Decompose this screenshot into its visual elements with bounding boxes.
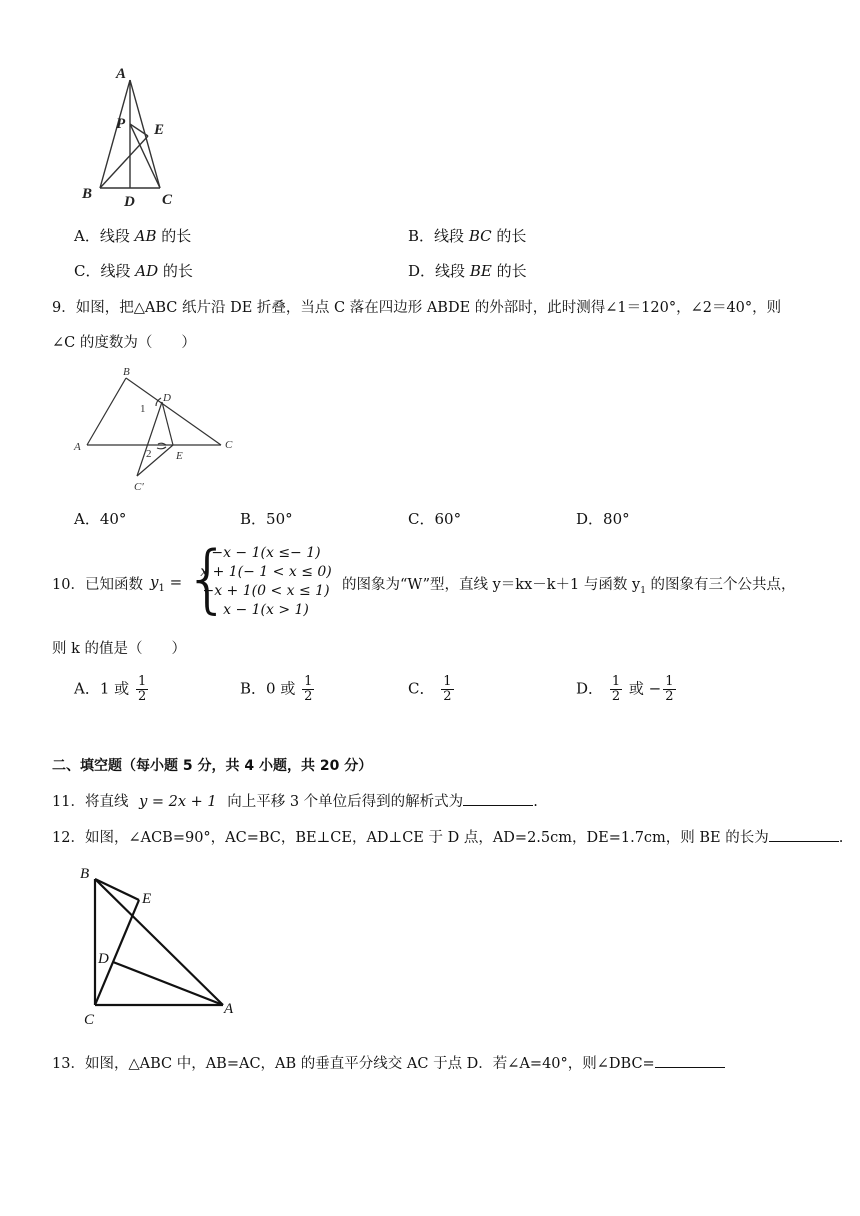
- q9-label-C: C: [225, 439, 233, 451]
- q10-func-name: $y_1$ =: [150, 573, 183, 594]
- q10-piece-1: −x − 1(x ≤− 1): [211, 545, 321, 561]
- q10-piece-2: x + 1(− 1 < x ≤ 0): [200, 564, 332, 580]
- q10-option-b-fraction: $\frac{1}{2}$: [304, 674, 313, 704]
- q9-label-B: B: [123, 366, 130, 378]
- q10-option-b: B．0 或 $\frac{1}{2}$: [240, 674, 313, 704]
- q10-suffix: 的图象为“W”型，直线 y＝kx－k＋1 与函数 $y_1$ 的图象有三个公共点，: [342, 577, 796, 596]
- q10-brace: {: [184, 536, 232, 622]
- q9-label-2: 2: [146, 448, 152, 460]
- q10-piecewise: [197, 544, 335, 620]
- q10-option-d-fraction-2: $\frac{1}{2}$: [665, 674, 674, 704]
- q10-option-c: C． $\frac{1}{2}$: [408, 674, 452, 704]
- q8-label-E: E: [154, 122, 165, 138]
- section-title: 二、填空题（每小题 5 分，共 4 小题，共 20 分）: [52, 758, 373, 774]
- q8-label-C: C: [162, 192, 173, 208]
- q9-stem-line2: ∠C 的度数为（ ）: [52, 335, 196, 351]
- q12-label-A: A: [224, 1001, 234, 1017]
- q8-option-d: D．线段 BE 的长: [408, 262, 527, 280]
- q9-option-d: D．80°: [576, 510, 630, 528]
- q9-figure: [70, 364, 242, 496]
- q8-label-B: B: [82, 186, 93, 202]
- q12-label-D: D: [98, 951, 109, 967]
- q12-label-E: E: [142, 891, 152, 907]
- q9-label-E: E: [176, 450, 183, 462]
- q9-label-A: A: [74, 441, 81, 453]
- q10-option-c-fraction: $\frac{1}{2}$: [443, 674, 452, 704]
- q9-option-c: C．60°: [408, 510, 462, 528]
- q12-figure: [76, 862, 248, 1030]
- q10-prefix: 10．已知函数: [52, 577, 143, 593]
- q10-stem-line2: 则 k 的值是（ ）: [52, 641, 187, 657]
- q10-option-d: D． $\frac{1}{2}$ 或 − $\frac{1}{2}$: [576, 674, 674, 704]
- q9-label-D: D: [163, 392, 171, 404]
- q10-option-a: A．1 或 $\frac{1}{2}$: [74, 674, 147, 704]
- q10-option-d-fraction-1: $\frac{1}{2}$: [611, 674, 621, 704]
- q13-answer-blank[interactable]: [655, 1053, 725, 1068]
- q13-stem: 13．如图，△ABC 中，AB=AC，AB 的垂直平分线交 AC 于点 D．若∠A=40°，则∠DBC=: [52, 1052, 725, 1073]
- q9-label-1: 1: [140, 403, 146, 415]
- q10-option-a-fraction: $\frac{1}{2}$: [137, 674, 147, 704]
- q10-piece-4: x − 1(x > 1): [223, 602, 309, 618]
- q8-figure: [76, 66, 196, 216]
- q9-label-Cprime: C′: [134, 481, 144, 493]
- q8-label-P: P: [116, 116, 126, 132]
- q8-label-A: A: [116, 66, 127, 82]
- q8-option-a: A．线段 AB 的长: [74, 227, 192, 245]
- q8-label-D: D: [124, 194, 135, 210]
- q8-option-b: B．线段 BC 的长: [408, 227, 527, 245]
- q12-label-C: C: [84, 1012, 95, 1028]
- q12-stem: 12．如图，∠ACB=90°，AC=BC，BE⊥CE，AD⊥CE 于 D 点，AD=2.5cm，DE=1.7cm，则 BE 的长为 .: [52, 826, 843, 847]
- q11-answer-blank[interactable]: [463, 791, 533, 806]
- q10-piece-3: −x + 1(0 < x ≤ 1): [202, 583, 330, 599]
- q8-option-c: C．线段 AD 的长: [74, 262, 193, 280]
- q11-stem: 11．将直线 y = 2x + 1 向上平移 3 个单位后得到的解析式为 .: [52, 790, 538, 811]
- q9-stem-line1: 9．如图，把△ABC 纸片沿 DE 折叠，当点 C 落在四边形 ABDE 的外部时，此时测得∠1＝120°，∠2＝40°，则: [52, 300, 782, 316]
- q12-answer-blank[interactable]: [769, 827, 839, 842]
- q9-option-a: A．40°: [74, 510, 127, 528]
- q12-label-B: B: [80, 866, 90, 882]
- q9-option-b: B．50°: [240, 510, 293, 528]
